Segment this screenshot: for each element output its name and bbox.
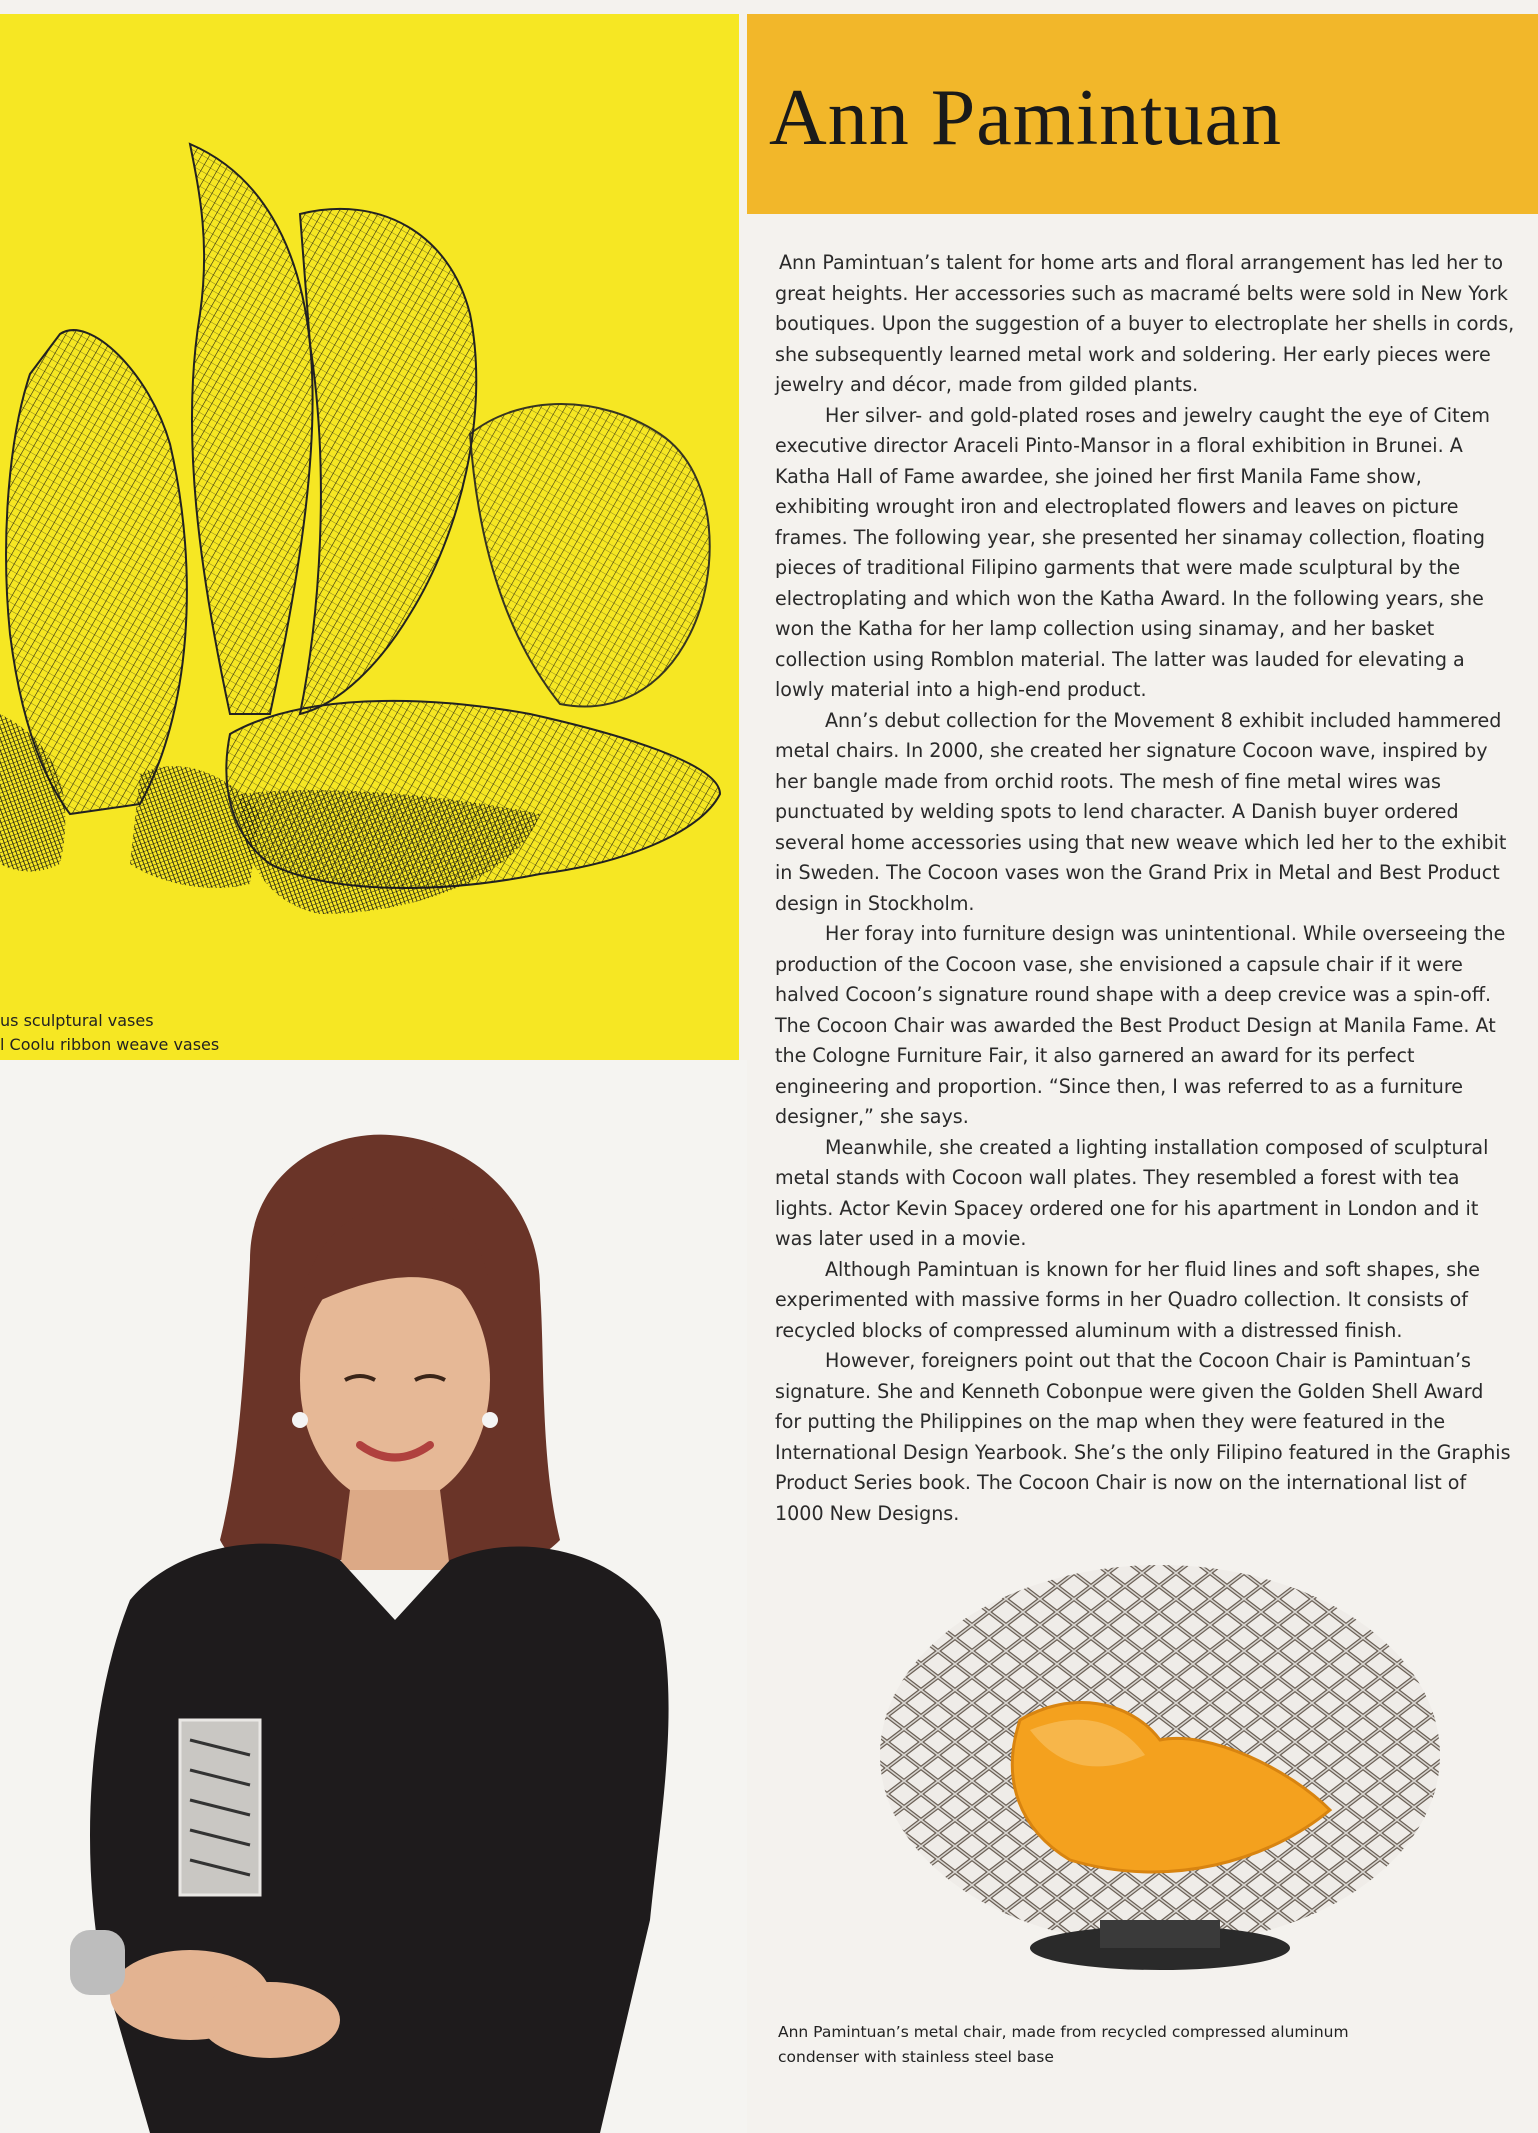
chair-caption	[778, 2020, 1478, 2070]
paragraph-2: Her silver- and gold-plated roses and jewelry caught the eye of Citem executive director Araceli Pinto-Mansor in a floral exhibition in Brunei. A Katha Hall of Fame awardee, she joined her first Manila Fame show, exhibiting wrought iron and electroplated flowers and leaves on picture frames. The following year, she presented her sinamay collection, floating pieces of traditional Filipino garments that were made sculptural by the electroplating and which won the Katha Award. In the following years, she won the Katha for her lamp collection using sinamay, and her basket collection using Romblon material. The latter was lauded for elevating a lowly material into a high-end product.	[775, 403, 1490, 701]
paragraph-4: Her foray into furniture design was unintentional. While overseeing the production of the Cocoon vase, she envisioned a capsule chair if it were halved Cocoon’s signature round shape with a deep crevice was a spin-off. The Cocoon Chair was awarded the Best Product Design at Manila Fame. At the Cologne Furniture Fair, it also garnered an award for its perfect engineering and proportion. “Since then, I was referred to as a furniture designer,” she says.	[775, 922, 1506, 1128]
paragraph-6: Although Pamintuan is known for her fluid lines and soft shapes, she experimented with massive forms in her Quadro collection. It consists of recycled blocks of compressed aluminum with a distressed finish.	[775, 1257, 1481, 1342]
paragraph-5: Meanwhile, she created a lighting installation composed of sculptural metal stands with Cocoon wall plates. They resembled a forest with tea lights. Actor Kevin Spacey ordered one for his apartment in London and it was later used in a movie.	[775, 1135, 1489, 1250]
chair-caption-line2: condenser with stainless steel base	[778, 2048, 1054, 2066]
vases-caption-line2: l Coolu ribbon weave vases	[0, 1035, 220, 1054]
chair-caption-line1: Ann Pamintuan’s metal chair, made from recycled compressed aluminum	[778, 2023, 1349, 2041]
paragraph-1: Ann Pamintuan’s talent for home arts and floral arrangement has led her to great heights. Her accessories such as macramé belts were sold in New York boutiques. Upon the suggestion of a buyer to electroplate her shells in cords, she subsequently learned metal work and soldering. Her early pieces were jewelry and décor, made from gilded plants.	[775, 251, 1515, 396]
paragraph-3: Ann’s debut collection for the Movement 8 exhibit included hammered metal chairs. In 2000, she created her signature Cocoon wave, inspired by her bangle made from orchid roots. The mesh of fine metal wires was punctuated by welding spots to lend character. A Danish buyer ordered several home accessories using that new weave which led her to the exhibit in Sweden. The Cocoon vases won the Grand Prix in Metal and Best Product design in Stockholm.	[775, 708, 1507, 915]
vases-caption-line1: us sculptural vases	[0, 1011, 154, 1030]
portrait-illustration	[0, 1060, 747, 2133]
paragraph-7: However, foreigners point out that the Cocoon Chair is Pamintuan’s signature. She and Kenneth Cobonpue were given the Golden Shell Award for putting the Philippines on the map when they were featured in the International Design Yearbook. She’s the only Filipino featured in the Graphis Product Series book. The Cocoon Chair is now on the international list of 1000 New Designs.	[775, 1349, 1511, 1525]
vases-caption	[0, 1009, 300, 1057]
mesh-vases-illustration	[0, 14, 739, 1060]
cocoon-chair-photo	[870, 1560, 1450, 2000]
sculptural-vases-photo	[0, 14, 739, 1060]
title-banner	[747, 14, 1538, 214]
article-title: Ann Pamintuan	[769, 74, 1282, 162]
cocoon-chair-illustration	[870, 1560, 1450, 2000]
portrait-photo	[0, 1060, 747, 2133]
article-body	[775, 248, 1515, 1529]
